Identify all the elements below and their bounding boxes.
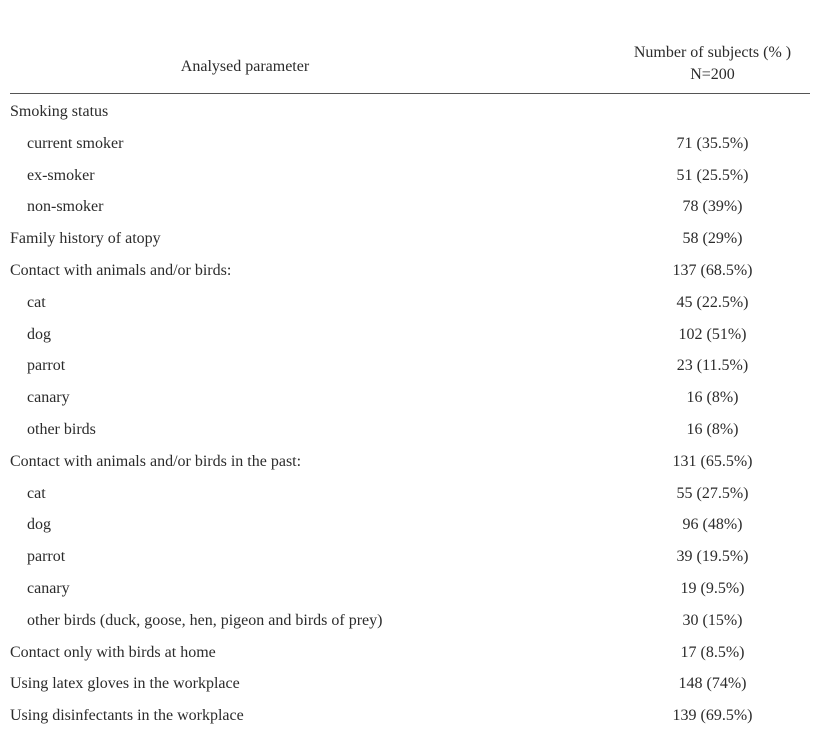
row-label: parrot bbox=[27, 548, 66, 566]
row-label: ex-smoker bbox=[27, 166, 95, 184]
table-row bbox=[10, 414, 810, 446]
row-label: current smoker bbox=[27, 134, 124, 152]
row-label: Contact only with birds at home bbox=[10, 643, 216, 661]
row-label: dog bbox=[27, 516, 51, 534]
row-value: 55 (27.5%) bbox=[676, 484, 749, 502]
table-row bbox=[10, 160, 810, 192]
table-row bbox=[10, 96, 810, 128]
row-value: 30 (15%) bbox=[682, 611, 743, 629]
row-value: 148 (74%) bbox=[678, 675, 747, 693]
row-value: 16 (8%) bbox=[686, 389, 739, 407]
row-label: Smoking status bbox=[10, 103, 109, 120]
row-label: canary bbox=[27, 579, 70, 597]
row-value: 96 (48%) bbox=[682, 516, 743, 534]
row-label: other birds bbox=[27, 420, 96, 438]
table-row bbox=[10, 509, 810, 541]
table-row bbox=[10, 382, 810, 414]
row-label: Using latex gloves in the workplace bbox=[10, 675, 240, 693]
row-value: 45 (22.5%) bbox=[676, 293, 749, 311]
table-body bbox=[10, 96, 810, 732]
table-row bbox=[10, 478, 810, 510]
row-label: dog bbox=[27, 325, 51, 343]
row-label: canary bbox=[27, 389, 70, 407]
table-row bbox=[10, 700, 810, 732]
header-subjects-line1: Number of subjects (% ) bbox=[633, 44, 792, 61]
header-subjects-line2: N=200 bbox=[690, 66, 735, 83]
table-header bbox=[10, 40, 810, 92]
row-label: cat bbox=[27, 484, 46, 502]
table-row bbox=[10, 223, 810, 255]
table-row bbox=[10, 446, 810, 478]
row-value: 71 (35.5%) bbox=[676, 134, 749, 152]
header-rule bbox=[10, 93, 810, 94]
row-value: 137 (68.5%) bbox=[672, 261, 753, 279]
table-row bbox=[10, 287, 810, 319]
table-row bbox=[10, 541, 810, 573]
row-label: Using disinfectants in the workplace bbox=[10, 707, 244, 725]
row-value: 131 (65.5%) bbox=[672, 452, 753, 470]
header-analysed-parameter: Analysed parameter bbox=[180, 58, 310, 75]
row-label: Contact with animals and/or birds: bbox=[10, 261, 232, 279]
row-value: 23 (11.5%) bbox=[676, 357, 749, 375]
table-row bbox=[10, 255, 810, 287]
row-label: cat bbox=[27, 293, 46, 311]
row-value: 16 (8%) bbox=[686, 420, 739, 438]
row-value: 78 (39%) bbox=[682, 198, 743, 216]
row-value: 139 (69.5%) bbox=[672, 707, 753, 725]
row-value: 39 (19.5%) bbox=[676, 548, 749, 566]
row-label: Family history of atopy bbox=[10, 230, 161, 248]
row-value: 102 (51%) bbox=[678, 325, 747, 343]
header-number-of-subjects bbox=[615, 42, 810, 86]
row-label: other birds (duck, goose, hen, pigeon and birds of prey) bbox=[27, 611, 383, 629]
table-row bbox=[10, 668, 810, 700]
table-row bbox=[10, 128, 810, 160]
row-value: 17 (8.5%) bbox=[680, 643, 745, 661]
row-label: Contact with animals and/or birds in the past: bbox=[10, 452, 302, 470]
table-row bbox=[10, 637, 810, 669]
table-row bbox=[10, 573, 810, 605]
row-label: non-smoker bbox=[27, 198, 104, 216]
row-value: 19 (9.5%) bbox=[680, 579, 745, 597]
row-value: 51 (25.5%) bbox=[676, 166, 749, 184]
table-row bbox=[10, 350, 810, 382]
table-row bbox=[10, 191, 810, 223]
table-row bbox=[10, 605, 810, 637]
table-row bbox=[10, 319, 810, 351]
row-label: parrot bbox=[27, 357, 66, 375]
row-value: 58 (29%) bbox=[682, 230, 743, 248]
